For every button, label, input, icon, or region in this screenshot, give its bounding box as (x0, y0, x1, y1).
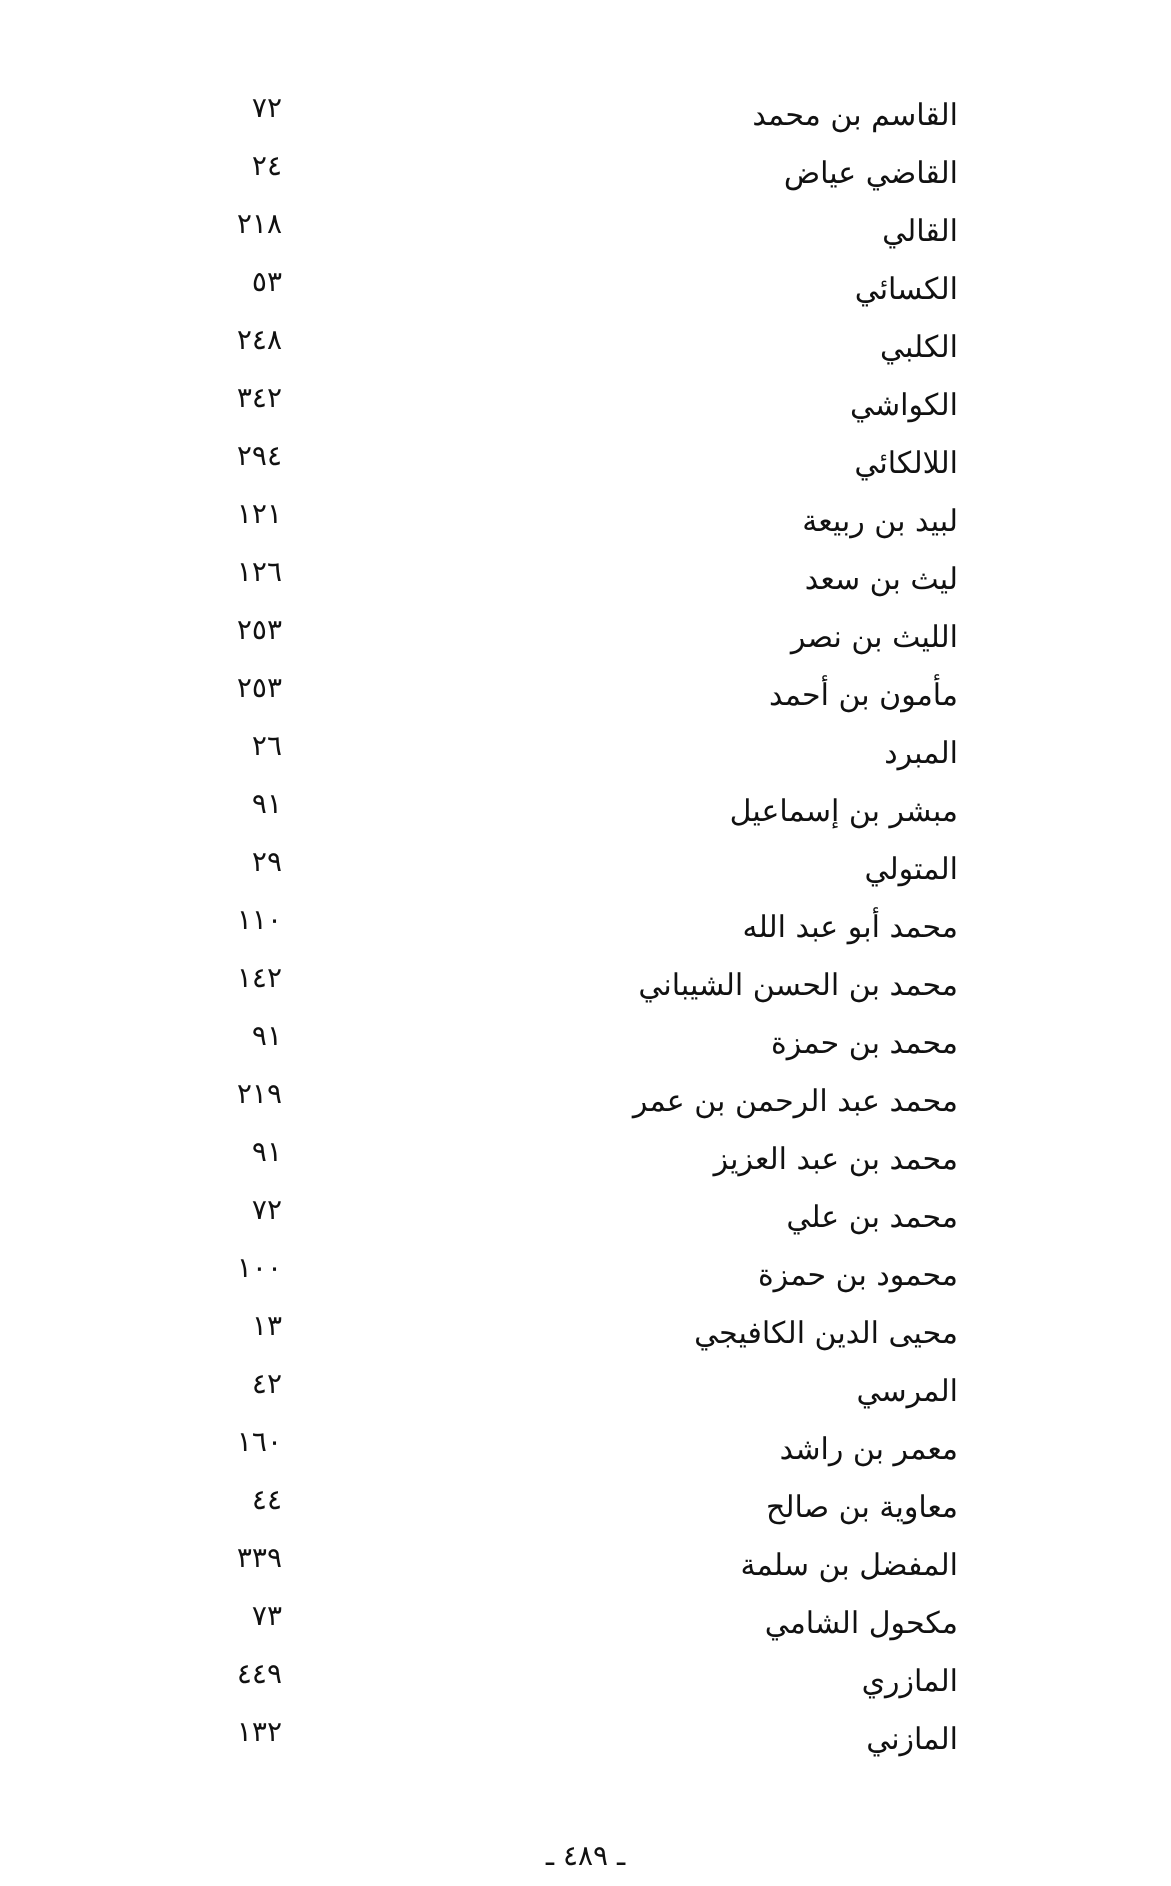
entry-page-number: ٧٢ (251, 91, 282, 124)
entry-name: مبشر بن إسماعيل (729, 794, 958, 829)
list-item (0, 1248, 1171, 1306)
list-item (0, 494, 1171, 552)
entry-page-number: ٢٩٤ (236, 439, 282, 472)
entry-name: محمد بن حمزة (771, 1026, 958, 1061)
entry-name: محيى الدين الكافيجي (694, 1316, 958, 1351)
entry-page-number: ٢٦ (251, 729, 282, 762)
entry-name: الكسائي (854, 272, 958, 307)
entry-page-number: ١٤٢ (236, 961, 282, 994)
list-item (0, 204, 1171, 262)
list-item (0, 1132, 1171, 1190)
entry-name: المرسي (856, 1374, 958, 1409)
list-item (0, 1596, 1171, 1654)
list-item (0, 262, 1171, 320)
entry-name: الكواشي (849, 388, 958, 423)
entry-page-number: ٢٤٨ (236, 323, 282, 356)
entry-page-number: ١٦٠ (236, 1425, 282, 1458)
entry-page-number: ٧٢ (251, 1193, 282, 1226)
list-item (0, 610, 1171, 668)
list-item (0, 1190, 1171, 1248)
entry-page-number: ٤٢ (251, 1367, 282, 1400)
entry-page-number: ١٢٦ (236, 555, 282, 588)
list-item (0, 1422, 1171, 1480)
entry-page-number: ٩١ (251, 787, 282, 820)
entry-name: ليث بن سعد (804, 562, 958, 597)
entry-page-number: ١١٠ (236, 903, 282, 936)
entry-name: الكلبي (879, 330, 958, 365)
entry-name: المفضل بن سلمة (740, 1548, 958, 1583)
entry-page-number: ٧٣ (251, 1599, 282, 1632)
list-item (0, 1712, 1171, 1770)
entry-name: معاوية بن صالح (766, 1490, 958, 1525)
entry-page-number: ٢١٩ (236, 1077, 282, 1110)
entry-name: محمد بن الحسن الشيباني (638, 968, 958, 1003)
list-item (0, 900, 1171, 958)
entry-page-number: ٣٣٩ (236, 1541, 282, 1574)
list-item (0, 378, 1171, 436)
entry-page-number: ٤٤٩ (236, 1657, 282, 1690)
entry-name: المتولي (864, 852, 958, 887)
list-item (0, 1538, 1171, 1596)
list-item (0, 784, 1171, 842)
entry-page-number: ٣٤٢ (236, 381, 282, 414)
entry-name: مكحول الشامي (764, 1606, 958, 1641)
list-item (0, 726, 1171, 784)
entry-name: الليث بن نصر (790, 620, 958, 655)
entry-page-number: ٢٥٣ (236, 671, 282, 704)
entry-name: محمود بن حمزة (757, 1258, 958, 1293)
entry-name: مأمون بن أحمد (768, 678, 958, 713)
list-item (0, 88, 1171, 146)
entry-name: المبرد (884, 736, 958, 771)
entry-page-number: ٤٤ (251, 1483, 282, 1516)
entry-name: معمر بن راشد (779, 1432, 958, 1467)
list-item (0, 146, 1171, 204)
list-item (0, 436, 1171, 494)
list-item (0, 1306, 1171, 1364)
entry-name: محمد بن عبد العزيز (713, 1142, 958, 1177)
entry-page-number: ٩١ (251, 1135, 282, 1168)
entry-page-number: ١٠٠ (236, 1251, 282, 1284)
entry-page-number: ١٢١ (236, 497, 282, 530)
list-item (0, 1654, 1171, 1712)
entry-page-number: ١٣ (251, 1309, 282, 1342)
list-item (0, 1480, 1171, 1538)
entry-name: محمد عبد الرحمن بن عمر (632, 1084, 958, 1119)
index-list (0, 88, 1171, 1770)
list-item (0, 958, 1171, 1016)
entry-name: القالي (882, 214, 958, 249)
entry-name: لبيد بن ربيعة (802, 504, 958, 539)
list-item (0, 1016, 1171, 1074)
entry-page-number: ٥٣ (251, 265, 282, 298)
entry-name: محمد أبو عبد الله (742, 910, 958, 945)
entry-page-number: ٢٩ (251, 845, 282, 878)
entry-page-number: ٢٤ (251, 149, 282, 182)
list-item (0, 320, 1171, 378)
list-item (0, 842, 1171, 900)
list-item (0, 1074, 1171, 1132)
entry-name: محمد بن علي (786, 1200, 958, 1235)
entry-name: اللالكائي (854, 446, 958, 481)
entry-name: القاسم بن محمد (752, 98, 958, 133)
entry-page-number: ١٣٢ (236, 1715, 282, 1748)
entry-page-number: ٢٥٣ (236, 613, 282, 646)
list-item (0, 668, 1171, 726)
list-item (0, 1364, 1171, 1422)
entry-name: المازني (866, 1722, 958, 1757)
entry-page-number: ٩١ (251, 1019, 282, 1052)
entry-name: القاضي عياض (783, 156, 958, 191)
list-item (0, 552, 1171, 610)
entry-name: المازري (861, 1664, 958, 1699)
entry-page-number: ٢١٨ (236, 207, 282, 240)
page-number: ـ ٤٨٩ ـ (545, 1839, 626, 1872)
